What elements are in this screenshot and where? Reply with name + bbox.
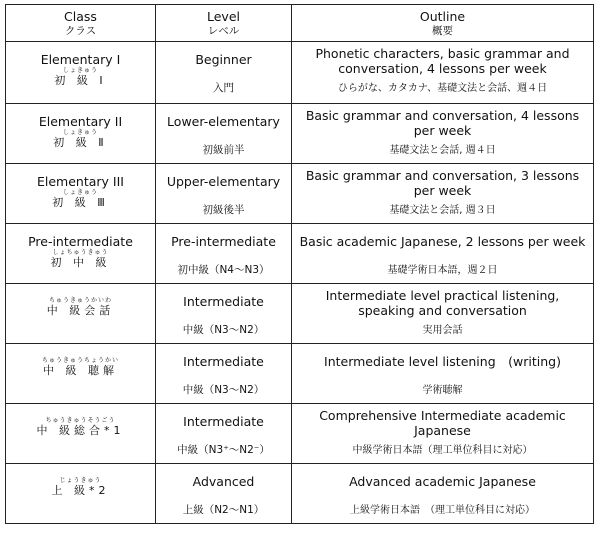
outline-cell	[292, 404, 594, 464]
class-name-jp: 中 級総合*1	[36, 424, 125, 437]
class-ruby: しょきゅう	[62, 67, 98, 74]
class-cell	[6, 104, 156, 164]
class-name-jp: 中 級会話	[46, 304, 115, 317]
header-class-jp: クラス	[64, 25, 97, 37]
outline-jp: 上級学術日本語 （理工単位科目に対応）	[350, 505, 535, 516]
class-ruby: ちゅうきゅうそうごう	[45, 417, 116, 424]
outline-en: Phonetic characters, basic grammar and conversation, 4 lessons per week	[315, 46, 570, 76]
class-cell	[6, 164, 156, 224]
table-row	[6, 404, 594, 464]
level-jp: 中級（N3⁺～N2⁻）	[177, 444, 270, 456]
class-name-en: Pre-intermediate	[28, 234, 133, 249]
outline-en: Basic grammar and conversation, 3 lessons per week	[305, 168, 580, 198]
class-ruby: ちゅうきゅうちょうかい	[41, 357, 119, 364]
level-cell	[156, 164, 292, 224]
header-outline	[292, 5, 594, 42]
outline-en: Intermediate level practical listening, speaking and conversation	[325, 288, 560, 318]
header-outline-en: Outline	[419, 9, 466, 24]
header-row	[6, 5, 594, 42]
outline-en: Basic grammar and conversation, 4 lessons per week	[305, 108, 580, 138]
level-en: Beginner	[195, 52, 252, 67]
header-level	[156, 5, 292, 42]
class-name-jp: 初 級 Ⅲ	[52, 196, 109, 209]
outline-jp: 学術聴解	[422, 385, 463, 396]
outline-cell	[292, 344, 594, 404]
outline-en: Comprehensive Intermediate academic Japanese	[319, 408, 566, 438]
header-outline-jp: 概要	[432, 25, 453, 37]
header-class	[6, 5, 156, 42]
outline-cell	[292, 464, 594, 524]
table-row	[6, 464, 594, 524]
outline-jp: 実用会話	[422, 325, 463, 336]
table-row	[6, 344, 594, 404]
level-jp: 入門	[213, 82, 234, 94]
level-en: Lower-elementary	[167, 114, 280, 129]
table-row	[6, 284, 594, 344]
outline-cell	[292, 284, 594, 344]
header-level-en: Level	[207, 9, 240, 24]
level-en: Pre-intermediate	[171, 234, 276, 249]
level-en: Upper-elementary	[166, 174, 281, 189]
level-cell	[156, 104, 292, 164]
level-cell	[156, 464, 292, 524]
table-row	[6, 164, 594, 224]
level-cell	[156, 42, 292, 104]
level-jp: 中級（N3～N2）	[182, 384, 265, 396]
outline-jp: 基礎文法と会話, 週３日	[389, 205, 496, 216]
level-en: Intermediate	[183, 354, 264, 369]
table-row	[6, 42, 594, 104]
outline-jp: 基礎学術日本語，週２日	[387, 265, 498, 276]
class-cell	[6, 404, 156, 464]
outline-en: Basic academic Japanese, 2 lessons per week	[299, 234, 586, 249]
outline-jp: 基礎文法と会話, 週４日	[389, 145, 496, 156]
level-jp: 中級（N3～N2）	[182, 324, 265, 336]
course-table	[5, 4, 594, 524]
level-cell	[156, 344, 292, 404]
outline-en: Intermediate level listening (writing)	[324, 354, 561, 369]
table-row	[6, 224, 594, 284]
class-ruby: しょきゅう	[62, 189, 98, 196]
outline-en: Advanced academic Japanese	[349, 474, 536, 489]
class-name-en: Elementary III	[37, 174, 124, 189]
class-cell	[6, 464, 156, 524]
class-ruby: しょちゅうきゅう	[52, 249, 109, 256]
class-name-en: Elementary II	[38, 114, 123, 129]
level-jp: 上級（N2～N1）	[182, 504, 265, 516]
header-level-jp: レベル	[207, 25, 240, 37]
class-cell	[6, 42, 156, 104]
class-name-jp: 上 級*2	[51, 484, 110, 497]
level-jp: 初級前半	[202, 144, 245, 156]
class-cell	[6, 284, 156, 344]
outline-cell	[292, 224, 594, 284]
outline-jp: ひらがな、カタカナ、基礎文法と会話、週４日	[337, 83, 548, 94]
level-cell	[156, 284, 292, 344]
outline-cell	[292, 104, 594, 164]
outline-jp: 中級学術日本語（理工単位科目に対応）	[352, 445, 533, 456]
class-name-jp: 初 級 Ⅰ	[54, 74, 107, 87]
level-jp: 初中級（N4～N3）	[177, 264, 270, 276]
class-name-jp: 初 級 Ⅱ	[53, 136, 108, 149]
level-en: Intermediate	[183, 414, 264, 429]
level-cell	[156, 404, 292, 464]
course-table-container	[5, 4, 594, 524]
outline-cell	[292, 42, 594, 104]
table-row	[6, 104, 594, 164]
outline-cell	[292, 164, 594, 224]
level-jp: 初級後半	[202, 204, 245, 216]
class-cell	[6, 344, 156, 404]
class-cell	[6, 224, 156, 284]
class-name-en: Elementary I	[40, 52, 121, 67]
class-ruby: ちゅうきゅうかいわ	[48, 297, 112, 304]
level-en: Advanced	[192, 474, 255, 489]
header-class-en: Class	[64, 9, 97, 24]
level-en: Intermediate	[183, 294, 264, 309]
class-name-jp: 初 中 級	[50, 256, 111, 269]
level-cell	[156, 224, 292, 284]
class-name-jp: 中 級 聴解	[43, 364, 118, 377]
class-ruby: しょきゅう	[62, 129, 98, 136]
class-ruby: じょうきゅう	[59, 477, 102, 484]
